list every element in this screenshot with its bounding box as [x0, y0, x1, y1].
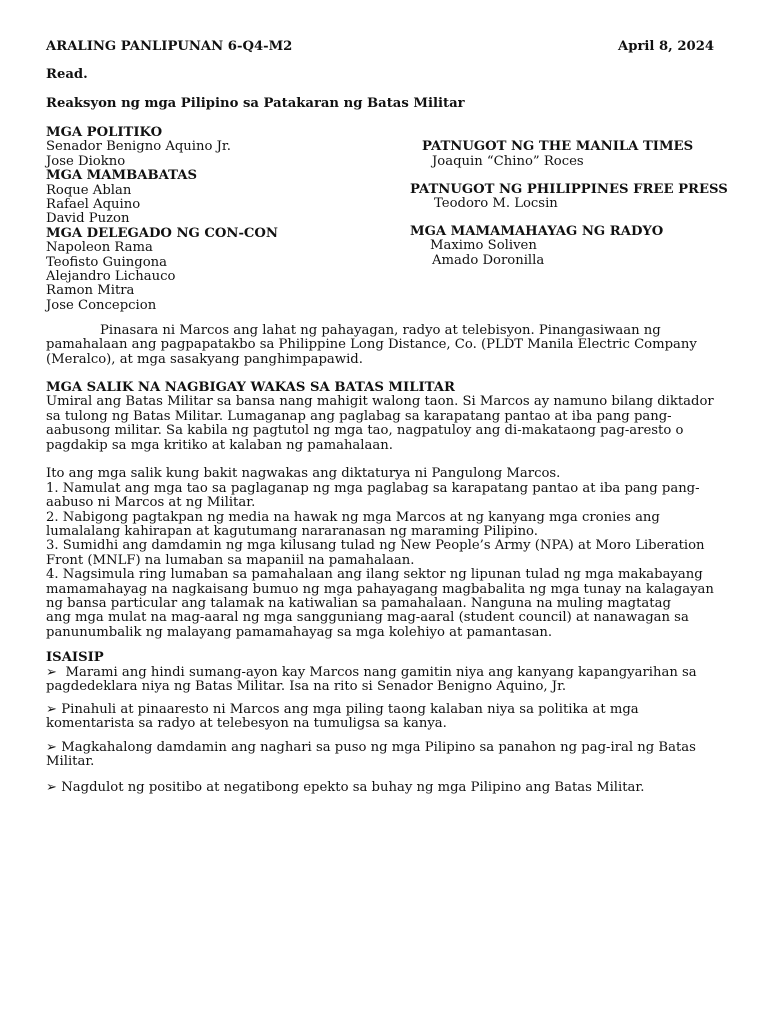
paragraph-line: aabusong militar. Sa kabila ng pagtutol ng mga tao, nagpatuloy ang di-makataong pag-aresto o: [46, 423, 684, 439]
document-code: ARALING PANLIPUNAN 6-Q4-M2: [46, 39, 293, 54]
list-item: mamamahayag na nagkaisang bumuo ng mga pahayagang magbabalita ng mga tunay na kalagayan: [46, 581, 714, 597]
bullet-text: pagdedeklara niya ng Batas Militar. Isa na rito si Senador Benigno Aquino, Jr.: [46, 679, 567, 695]
name-item: Joaquin “Chino” Roces: [432, 154, 584, 169]
heading-salik: MGA SALIK NA NAGBIGAY WAKAS SA BATAS MILITAR: [46, 380, 455, 395]
paragraph-line: (Meralco), at mga sasakyang panghimpapawid.: [46, 351, 363, 367]
paragraph-media-closure: [46, 324, 730, 367]
list-item: 2. Nabigong pagtakpan ng media na hawak ng mga Marcos at ng kanyang mga cronies ang: [46, 509, 660, 525]
blank-line: [46, 453, 730, 467]
list-item: 4. Nagsimula ring lumaban sa pamahalaan ang ilang sektor ng lipunan tulad ng mga makabayang: [46, 567, 703, 583]
name-item: Jose Diokno: [46, 153, 126, 169]
name-item: Maximo Soliven: [430, 238, 537, 253]
name-item: Teodoro M. Locsin: [434, 196, 558, 211]
list-item: ang mga mulat na mag-aaral ng mga sangguniang mag-aaral (student council) at nanawagan sa: [46, 610, 689, 626]
section-salik: [46, 381, 730, 640]
list-item: Front (MNLF) na lumaban sa mapaniil na pamahalaan.: [46, 552, 415, 568]
list-item: lumalalang kahirapan at kagutumang nararanasan ng maraming Pilipino.: [46, 524, 538, 540]
name-item: David Puzon: [46, 211, 130, 227]
left-column: [46, 126, 278, 313]
paragraph-line: sa tulong ng Batas Militar. Lumaganap ang paglabag sa karapatang pantao at iba pang pang-: [46, 408, 672, 424]
bullet-text: Militar.: [46, 754, 95, 770]
paragraph-line: pamahalaan ang pagpapatakbo sa Philippine Long Distance, Co. (PLDT Manila Electric Company: [46, 337, 697, 353]
arrow-bullet-icon: ➢: [46, 702, 58, 717]
bullet-text: Nagdulot ng positibo at negatibong epekto sa buhay ng mga Pilipino ang Batas Militar.: [61, 780, 645, 795]
salik-intro: Ito ang mga salik kung bakit nagwakas ang diktaturya ni Pangulong Marcos.: [46, 466, 561, 482]
name-item: Senador Benigno Aquino Jr.: [46, 139, 231, 155]
arrow-bullet-icon: ➢: [46, 665, 58, 680]
name-item: Napoleon Rama: [46, 240, 153, 256]
name-item: Ramon Mitra: [46, 283, 135, 299]
page-title: Reaksyon ng mga Pilipino sa Patakaran ng Batas Militar: [46, 96, 465, 111]
isaisip-bullet: [46, 781, 730, 795]
heading-mga-politiko: MGA POLITIKO: [46, 125, 163, 140]
isaisip-bullet: [46, 703, 730, 732]
list-item: aabuso ni Marcos at ng Militar.: [46, 495, 256, 511]
name-item: Teofisto Guingona: [46, 254, 167, 270]
name-item: Alejandro Lichauco: [46, 269, 176, 285]
paragraph-line: pagdakip sa mga kritiko at kalaban ng pamahalaan.: [46, 437, 393, 453]
paragraph-line: Pinasara ni Marcos ang lahat ng pahayagan, radyo at telebisyon. Pinangasiwaan ng: [100, 323, 661, 338]
arrow-bullet-icon: ➢: [46, 740, 58, 755]
instruction: Read.: [46, 67, 88, 82]
heading-free-press: PATNUGOT NG PHILIPPINES FREE PRESS: [410, 182, 728, 197]
isaisip-bullet: [46, 666, 730, 695]
bullet-text: komentarista sa radyo at telebesyon na tumuligsa sa kanya.: [46, 716, 447, 732]
paragraph-line: Umiral ang Batas Militar sa bansa nang mahigit walong taon. Si Marcos ay namuno bilang diktador: [46, 394, 714, 410]
name-item: Jose Concepcion: [46, 297, 157, 313]
list-item: panunumbalik ng malayang pamamahayag sa mga kolehiyo at pamantasan.: [46, 624, 553, 640]
bullet-text: Magkahalong damdamin ang naghari sa puso ng mga Pilipino sa panahon ng pag-iral ng Batas: [61, 740, 696, 755]
name-item: Amado Doronilla: [432, 253, 545, 268]
list-item: 3. Sumidhi ang damdamin ng mga kilusang tulad ng New People’s Army (NPA) at Moro Liberation: [46, 538, 705, 554]
heading-mga-delegado: MGA DELEGADO NG CON-CON: [46, 225, 278, 241]
arrow-bullet-icon: ➢: [46, 780, 58, 795]
heading-manila-times: PATNUGOT NG THE MANILA TIMES: [422, 139, 694, 154]
name-item: Roque Ablan: [46, 182, 132, 198]
bullet-text: Marami ang hindi sumang-ayon kay Marcos nang gamitin niya ang kanyang kapangyarihan sa: [65, 665, 697, 680]
bullet-text: Pinahuli at pinaaresto ni Marcos ang mga piling taong kalaban niya sa politika at mga: [61, 702, 639, 717]
heading-isaisip: ISAISIP: [46, 650, 104, 665]
isaisip-bullet: [46, 741, 730, 770]
name-item: Rafael Aquino: [46, 197, 141, 213]
heading-radyo: MGA MAMAMAHAYAG NG RADYO: [410, 224, 664, 239]
document-date: April 8, 2024: [618, 39, 715, 54]
list-item: 1. Namulat ang mga tao sa paglaganap ng mga paglabag sa karapatang pantao at iba pang pang-: [46, 480, 700, 496]
heading-mga-mambabatas: MGA MAMBABATAS: [46, 168, 197, 184]
list-item: ng bansa particular ang talamak na katiwalian sa pamahalaan. Nanguna na muling magtatag: [46, 596, 671, 612]
